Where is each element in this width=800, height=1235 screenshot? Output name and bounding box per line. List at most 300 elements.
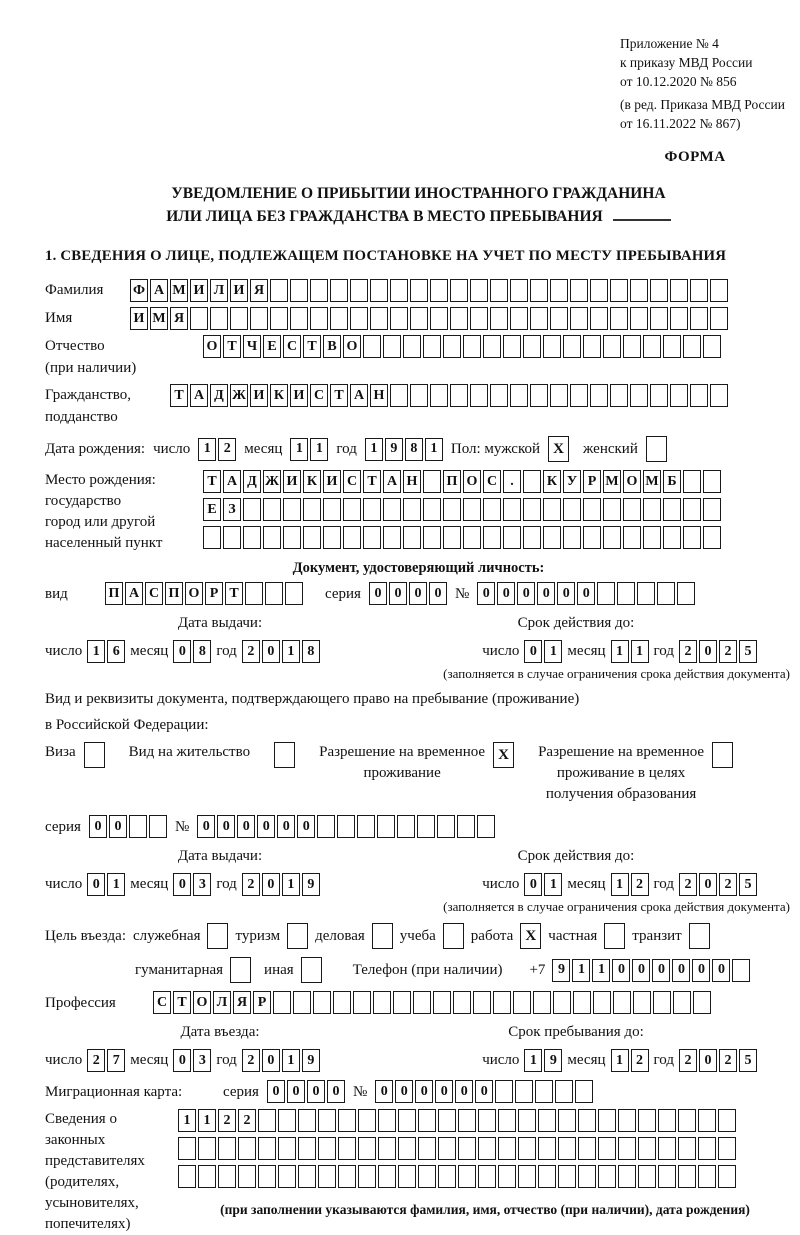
form-cell[interactable] bbox=[689, 923, 710, 949]
form-cell[interactable]: 2 bbox=[719, 1049, 737, 1072]
form-cell[interactable] bbox=[657, 582, 675, 605]
form-cell[interactable] bbox=[285, 582, 303, 605]
form-cell[interactable] bbox=[298, 1137, 316, 1160]
form-cell[interactable] bbox=[410, 279, 428, 302]
form-cell[interactable]: 5 bbox=[739, 640, 757, 663]
form-cell[interactable] bbox=[530, 307, 548, 330]
form-cell[interactable]: 0 bbox=[652, 959, 670, 982]
form-cell[interactable] bbox=[523, 470, 541, 493]
form-cell[interactable]: 9 bbox=[552, 959, 570, 982]
form-cell[interactable] bbox=[535, 1080, 553, 1103]
form-cell[interactable] bbox=[458, 1109, 476, 1132]
form-cell[interactable] bbox=[129, 815, 147, 838]
form-cell[interactable] bbox=[518, 1137, 536, 1160]
form-cell[interactable] bbox=[490, 307, 508, 330]
form-cell[interactable]: 0 bbox=[712, 959, 730, 982]
form-cell[interactable] bbox=[650, 384, 668, 407]
form-cell[interactable]: Т bbox=[170, 384, 188, 407]
form-cell[interactable] bbox=[573, 991, 591, 1014]
form-cell[interactable] bbox=[463, 498, 481, 521]
form-cell[interactable] bbox=[503, 498, 521, 521]
form-cell[interactable] bbox=[363, 335, 381, 358]
form-cell[interactable] bbox=[350, 279, 368, 302]
form-cell[interactable]: 1 bbox=[572, 959, 590, 982]
form-cell[interactable] bbox=[278, 1165, 296, 1188]
form-cell[interactable] bbox=[518, 1109, 536, 1132]
form-cell[interactable] bbox=[690, 279, 708, 302]
form-cell[interactable]: С bbox=[283, 335, 301, 358]
form-cell[interactable] bbox=[523, 498, 541, 521]
form-cell[interactable] bbox=[333, 991, 351, 1014]
form-cell[interactable]: А bbox=[350, 384, 368, 407]
form-cell[interactable] bbox=[663, 526, 681, 549]
form-cell[interactable] bbox=[377, 815, 395, 838]
form-cell[interactable] bbox=[718, 1165, 736, 1188]
form-cell[interactable] bbox=[463, 335, 481, 358]
form-cell[interactable]: 0 bbox=[632, 959, 650, 982]
form-cell[interactable] bbox=[530, 384, 548, 407]
form-cell[interactable] bbox=[510, 307, 528, 330]
form-cell[interactable]: И bbox=[250, 384, 268, 407]
form-cell[interactable] bbox=[633, 991, 651, 1014]
form-cell[interactable]: 0 bbox=[524, 640, 542, 663]
form-cell[interactable] bbox=[287, 923, 308, 949]
form-cell[interactable]: М bbox=[643, 470, 661, 493]
form-cell[interactable] bbox=[343, 498, 361, 521]
form-cell[interactable]: 0 bbox=[109, 815, 127, 838]
form-cell[interactable]: А bbox=[383, 470, 401, 493]
form-cell[interactable]: 0 bbox=[369, 582, 387, 605]
form-cell[interactable]: 0 bbox=[557, 582, 575, 605]
form-cell[interactable] bbox=[450, 384, 468, 407]
form-cell[interactable]: 0 bbox=[699, 873, 717, 896]
form-cell[interactable] bbox=[495, 1080, 513, 1103]
form-cell[interactable] bbox=[190, 307, 208, 330]
form-cell[interactable] bbox=[423, 526, 441, 549]
form-cell[interactable] bbox=[258, 1137, 276, 1160]
form-cell[interactable] bbox=[670, 279, 688, 302]
form-cell[interactable] bbox=[590, 279, 608, 302]
form-cell[interactable] bbox=[638, 1109, 656, 1132]
form-cell[interactable] bbox=[493, 991, 511, 1014]
form-cell[interactable] bbox=[310, 279, 328, 302]
form-cell[interactable] bbox=[250, 307, 268, 330]
form-cell[interactable] bbox=[483, 526, 501, 549]
form-cell[interactable] bbox=[678, 1165, 696, 1188]
form-cell[interactable]: 0 bbox=[197, 815, 215, 838]
form-cell[interactable] bbox=[710, 279, 728, 302]
form-cell[interactable] bbox=[590, 307, 608, 330]
form-cell[interactable] bbox=[593, 991, 611, 1014]
form-cell[interactable] bbox=[372, 923, 393, 949]
form-cell[interactable] bbox=[510, 279, 528, 302]
form-cell[interactable] bbox=[643, 498, 661, 521]
form-cell[interactable] bbox=[433, 991, 451, 1014]
form-cell[interactable]: 1 bbox=[365, 438, 383, 461]
form-cell[interactable] bbox=[677, 582, 695, 605]
form-cell[interactable]: Е bbox=[263, 335, 281, 358]
form-cell[interactable]: 0 bbox=[217, 815, 235, 838]
form-cell[interactable]: М bbox=[170, 279, 188, 302]
form-cell[interactable] bbox=[503, 335, 521, 358]
form-cell[interactable]: С bbox=[153, 991, 171, 1014]
form-cell[interactable]: 1 bbox=[87, 640, 105, 663]
form-cell[interactable] bbox=[490, 384, 508, 407]
form-cell[interactable] bbox=[603, 498, 621, 521]
form-cell[interactable] bbox=[423, 335, 441, 358]
form-cell[interactable] bbox=[403, 335, 421, 358]
form-cell[interactable] bbox=[223, 526, 241, 549]
form-cell[interactable] bbox=[283, 526, 301, 549]
form-cell[interactable] bbox=[373, 991, 391, 1014]
form-cell[interactable] bbox=[230, 957, 251, 983]
form-cell[interactable] bbox=[363, 498, 381, 521]
form-cell[interactable] bbox=[443, 335, 461, 358]
form-cell[interactable]: 7 bbox=[107, 1049, 125, 1072]
form-cell[interactable] bbox=[178, 1137, 196, 1160]
form-cell[interactable] bbox=[563, 498, 581, 521]
form-cell[interactable] bbox=[618, 1109, 636, 1132]
form-cell[interactable] bbox=[510, 384, 528, 407]
form-cell[interactable] bbox=[270, 279, 288, 302]
form-cell[interactable]: 8 bbox=[193, 640, 211, 663]
form-cell[interactable]: 0 bbox=[267, 1080, 285, 1103]
form-cell[interactable]: 0 bbox=[297, 815, 315, 838]
form-cell[interactable]: 2 bbox=[242, 873, 260, 896]
form-cell[interactable]: 2 bbox=[631, 1049, 649, 1072]
form-cell[interactable] bbox=[718, 1109, 736, 1132]
form-cell[interactable] bbox=[650, 307, 668, 330]
form-cell[interactable]: 1 bbox=[611, 873, 629, 896]
form-cell[interactable]: 1 bbox=[290, 438, 308, 461]
form-cell[interactable]: Т bbox=[330, 384, 348, 407]
form-cell[interactable]: 2 bbox=[679, 640, 697, 663]
form-cell[interactable] bbox=[578, 1137, 596, 1160]
form-cell[interactable]: 9 bbox=[544, 1049, 562, 1072]
form-cell[interactable] bbox=[698, 1137, 716, 1160]
form-cell[interactable] bbox=[398, 1137, 416, 1160]
form-cell[interactable] bbox=[604, 923, 625, 949]
form-cell[interactable]: Я bbox=[233, 991, 251, 1014]
form-cell[interactable]: И bbox=[130, 307, 148, 330]
form-cell[interactable]: . bbox=[503, 470, 521, 493]
form-cell[interactable] bbox=[403, 526, 421, 549]
form-cell[interactable] bbox=[323, 498, 341, 521]
form-cell[interactable] bbox=[438, 1165, 456, 1188]
form-cell[interactable]: В bbox=[323, 335, 341, 358]
form-cell[interactable]: 0 bbox=[435, 1080, 453, 1103]
form-cell[interactable] bbox=[470, 307, 488, 330]
form-cell[interactable]: А bbox=[125, 582, 143, 605]
form-cell[interactable] bbox=[149, 815, 167, 838]
form-cell[interactable] bbox=[378, 1165, 396, 1188]
form-cell[interactable]: 1 bbox=[282, 873, 300, 896]
form-cell[interactable] bbox=[338, 1165, 356, 1188]
form-cell[interactable] bbox=[698, 1165, 716, 1188]
form-cell[interactable] bbox=[543, 335, 561, 358]
form-cell[interactable] bbox=[543, 498, 561, 521]
form-cell[interactable] bbox=[450, 307, 468, 330]
form-cell[interactable] bbox=[423, 498, 441, 521]
form-cell[interactable]: 0 bbox=[287, 1080, 305, 1103]
form-cell[interactable] bbox=[490, 279, 508, 302]
form-cell[interactable]: О bbox=[463, 470, 481, 493]
form-cell[interactable] bbox=[243, 526, 261, 549]
form-cell[interactable] bbox=[583, 498, 601, 521]
form-cell[interactable]: 0 bbox=[173, 1049, 191, 1072]
form-cell[interactable]: 3 bbox=[193, 1049, 211, 1072]
form-cell[interactable] bbox=[258, 1165, 276, 1188]
form-cell[interactable]: 0 bbox=[173, 640, 191, 663]
form-cell[interactable] bbox=[658, 1137, 676, 1160]
form-cell[interactable]: 9 bbox=[302, 873, 320, 896]
form-cell[interactable] bbox=[443, 923, 464, 949]
form-cell[interactable] bbox=[583, 526, 601, 549]
form-cell[interactable] bbox=[278, 1109, 296, 1132]
form-cell[interactable] bbox=[530, 279, 548, 302]
form-cell[interactable] bbox=[443, 498, 461, 521]
form-cell[interactable]: 0 bbox=[395, 1080, 413, 1103]
form-cell[interactable]: 0 bbox=[699, 640, 717, 663]
form-cell[interactable] bbox=[693, 991, 711, 1014]
form-cell[interactable] bbox=[463, 526, 481, 549]
form-cell[interactable] bbox=[663, 498, 681, 521]
form-cell[interactable]: И bbox=[230, 279, 248, 302]
form-cell[interactable] bbox=[690, 384, 708, 407]
form-cell[interactable]: 8 bbox=[405, 438, 423, 461]
form-cell[interactable] bbox=[293, 991, 311, 1014]
form-cell[interactable] bbox=[290, 279, 308, 302]
form-cell[interactable]: П bbox=[443, 470, 461, 493]
form-cell[interactable] bbox=[357, 815, 375, 838]
form-cell[interactable]: 2 bbox=[679, 873, 697, 896]
form-cell[interactable]: 0 bbox=[672, 959, 690, 982]
form-cell[interactable] bbox=[390, 279, 408, 302]
form-cell[interactable] bbox=[457, 815, 475, 838]
form-cell[interactable]: 0 bbox=[262, 640, 280, 663]
form-cell[interactable] bbox=[358, 1137, 376, 1160]
form-cell[interactable] bbox=[210, 307, 228, 330]
form-cell[interactable] bbox=[383, 498, 401, 521]
form-cell[interactable]: Т bbox=[173, 991, 191, 1014]
form-cell[interactable] bbox=[623, 498, 641, 521]
form-cell[interactable]: Р bbox=[205, 582, 223, 605]
form-cell[interactable] bbox=[683, 526, 701, 549]
form-cell[interactable] bbox=[343, 526, 361, 549]
form-cell[interactable] bbox=[630, 384, 648, 407]
form-cell[interactable]: С bbox=[310, 384, 328, 407]
form-cell[interactable] bbox=[670, 384, 688, 407]
form-cell[interactable] bbox=[263, 526, 281, 549]
form-cell[interactable]: 0 bbox=[327, 1080, 345, 1103]
form-cell[interactable]: 1 bbox=[107, 873, 125, 896]
form-cell[interactable] bbox=[430, 307, 448, 330]
form-cell[interactable]: И bbox=[190, 279, 208, 302]
form-cell[interactable] bbox=[555, 1080, 573, 1103]
form-cell[interactable]: 8 bbox=[302, 640, 320, 663]
form-cell[interactable]: 0 bbox=[89, 815, 107, 838]
form-cell[interactable] bbox=[478, 1165, 496, 1188]
form-cell[interactable] bbox=[597, 582, 615, 605]
form-cell[interactable] bbox=[453, 991, 471, 1014]
form-cell[interactable] bbox=[683, 470, 701, 493]
form-cell[interactable] bbox=[358, 1165, 376, 1188]
form-cell[interactable]: З bbox=[223, 498, 241, 521]
form-cell[interactable] bbox=[523, 335, 541, 358]
form-cell[interactable] bbox=[643, 526, 661, 549]
form-cell[interactable]: 1 bbox=[282, 1049, 300, 1072]
form-cell[interactable] bbox=[613, 991, 631, 1014]
form-cell[interactable]: 1 bbox=[544, 640, 562, 663]
form-cell[interactable] bbox=[578, 1109, 596, 1132]
form-cell[interactable] bbox=[618, 1137, 636, 1160]
form-cell[interactable]: И bbox=[323, 470, 341, 493]
form-cell[interactable] bbox=[533, 991, 551, 1014]
form-cell[interactable]: П bbox=[165, 582, 183, 605]
form-cell[interactable]: Т bbox=[363, 470, 381, 493]
form-cell[interactable] bbox=[198, 1165, 216, 1188]
form-cell[interactable] bbox=[363, 526, 381, 549]
form-cell[interactable] bbox=[437, 815, 455, 838]
form-cell[interactable]: И bbox=[283, 470, 301, 493]
form-cell[interactable]: 9 bbox=[302, 1049, 320, 1072]
form-cell[interactable]: 1 bbox=[611, 640, 629, 663]
form-cell[interactable] bbox=[515, 1080, 533, 1103]
form-cell[interactable]: 0 bbox=[173, 873, 191, 896]
form-cell[interactable]: С bbox=[343, 470, 361, 493]
form-cell[interactable] bbox=[570, 279, 588, 302]
form-cell[interactable] bbox=[538, 1137, 556, 1160]
form-cell[interactable]: А bbox=[190, 384, 208, 407]
form-cell[interactable] bbox=[430, 279, 448, 302]
form-cell[interactable]: 1 bbox=[198, 438, 216, 461]
form-cell[interactable] bbox=[678, 1137, 696, 1160]
form-cell[interactable] bbox=[418, 1165, 436, 1188]
form-cell[interactable] bbox=[538, 1109, 556, 1132]
form-cell[interactable] bbox=[563, 335, 581, 358]
form-cell[interactable]: Н bbox=[370, 384, 388, 407]
form-cell[interactable] bbox=[310, 307, 328, 330]
form-cell[interactable] bbox=[658, 1165, 676, 1188]
form-cell[interactable] bbox=[703, 498, 721, 521]
form-cell[interactable]: 0 bbox=[257, 815, 275, 838]
form-cell[interactable] bbox=[550, 279, 568, 302]
form-cell[interactable] bbox=[637, 582, 655, 605]
form-cell[interactable] bbox=[370, 307, 388, 330]
form-cell[interactable]: 5 bbox=[739, 1049, 757, 1072]
form-cell[interactable]: Т bbox=[223, 335, 241, 358]
form-cell[interactable] bbox=[630, 307, 648, 330]
form-cell[interactable]: Л bbox=[213, 991, 231, 1014]
form-cell[interactable] bbox=[413, 991, 431, 1014]
form-cell[interactable]: П bbox=[105, 582, 123, 605]
form-cell[interactable] bbox=[498, 1109, 516, 1132]
form-cell[interactable] bbox=[410, 384, 428, 407]
form-cell[interactable]: Д bbox=[210, 384, 228, 407]
form-cell[interactable]: 2 bbox=[719, 873, 737, 896]
form-cell[interactable]: 0 bbox=[612, 959, 630, 982]
form-cell[interactable] bbox=[598, 1109, 616, 1132]
form-cell[interactable]: 0 bbox=[577, 582, 595, 605]
form-cell[interactable]: Ф bbox=[130, 279, 148, 302]
form-cell[interactable] bbox=[410, 307, 428, 330]
form-cell[interactable] bbox=[390, 384, 408, 407]
form-cell[interactable] bbox=[630, 279, 648, 302]
form-cell[interactable]: 2 bbox=[238, 1109, 256, 1132]
form-cell[interactable]: X bbox=[493, 742, 514, 768]
form-cell[interactable] bbox=[330, 307, 348, 330]
form-cell[interactable] bbox=[732, 959, 750, 982]
form-cell[interactable] bbox=[290, 307, 308, 330]
form-cell[interactable]: 2 bbox=[631, 873, 649, 896]
form-cell[interactable]: Я bbox=[170, 307, 188, 330]
form-cell[interactable] bbox=[623, 335, 641, 358]
form-cell[interactable] bbox=[178, 1165, 196, 1188]
form-cell[interactable] bbox=[603, 526, 621, 549]
form-cell[interactable] bbox=[303, 526, 321, 549]
form-cell[interactable]: 3 bbox=[193, 873, 211, 896]
form-cell[interactable]: О bbox=[185, 582, 203, 605]
form-cell[interactable] bbox=[318, 1137, 336, 1160]
form-cell[interactable]: 0 bbox=[389, 582, 407, 605]
form-cell[interactable]: 0 bbox=[429, 582, 447, 605]
form-cell[interactable] bbox=[358, 1109, 376, 1132]
form-cell[interactable] bbox=[718, 1137, 736, 1160]
form-cell[interactable]: X bbox=[520, 923, 541, 949]
form-cell[interactable] bbox=[298, 1165, 316, 1188]
form-cell[interactable] bbox=[317, 815, 335, 838]
form-cell[interactable] bbox=[663, 335, 681, 358]
form-cell[interactable]: Ж bbox=[230, 384, 248, 407]
form-cell[interactable] bbox=[417, 815, 435, 838]
form-cell[interactable]: О bbox=[193, 991, 211, 1014]
form-cell[interactable] bbox=[590, 384, 608, 407]
form-cell[interactable] bbox=[698, 1109, 716, 1132]
form-cell[interactable] bbox=[274, 742, 295, 768]
form-cell[interactable] bbox=[313, 991, 331, 1014]
form-cell[interactable] bbox=[318, 1109, 336, 1132]
form-cell[interactable] bbox=[383, 335, 401, 358]
form-cell[interactable] bbox=[543, 526, 561, 549]
form-cell[interactable]: 0 bbox=[262, 873, 280, 896]
form-cell[interactable] bbox=[610, 307, 628, 330]
form-cell[interactable] bbox=[703, 526, 721, 549]
form-cell[interactable] bbox=[538, 1165, 556, 1188]
form-cell[interactable] bbox=[278, 1137, 296, 1160]
form-cell[interactable] bbox=[303, 498, 321, 521]
form-cell[interactable]: 2 bbox=[218, 438, 236, 461]
form-cell[interactable]: С bbox=[145, 582, 163, 605]
form-cell[interactable] bbox=[245, 582, 263, 605]
form-cell[interactable]: Л bbox=[210, 279, 228, 302]
form-cell[interactable] bbox=[370, 279, 388, 302]
form-cell[interactable] bbox=[330, 279, 348, 302]
form-cell[interactable]: 1 bbox=[310, 438, 328, 461]
form-cell[interactable]: М bbox=[150, 307, 168, 330]
form-cell[interactable]: Д bbox=[243, 470, 261, 493]
form-cell[interactable] bbox=[598, 1137, 616, 1160]
form-cell[interactable] bbox=[383, 526, 401, 549]
form-cell[interactable] bbox=[670, 307, 688, 330]
form-cell[interactable] bbox=[218, 1137, 236, 1160]
form-cell[interactable] bbox=[550, 307, 568, 330]
form-cell[interactable] bbox=[690, 307, 708, 330]
form-cell[interactable]: Р bbox=[583, 470, 601, 493]
form-cell[interactable]: Т bbox=[225, 582, 243, 605]
form-cell[interactable] bbox=[458, 1137, 476, 1160]
form-cell[interactable]: 6 bbox=[107, 640, 125, 663]
form-cell[interactable] bbox=[617, 582, 635, 605]
